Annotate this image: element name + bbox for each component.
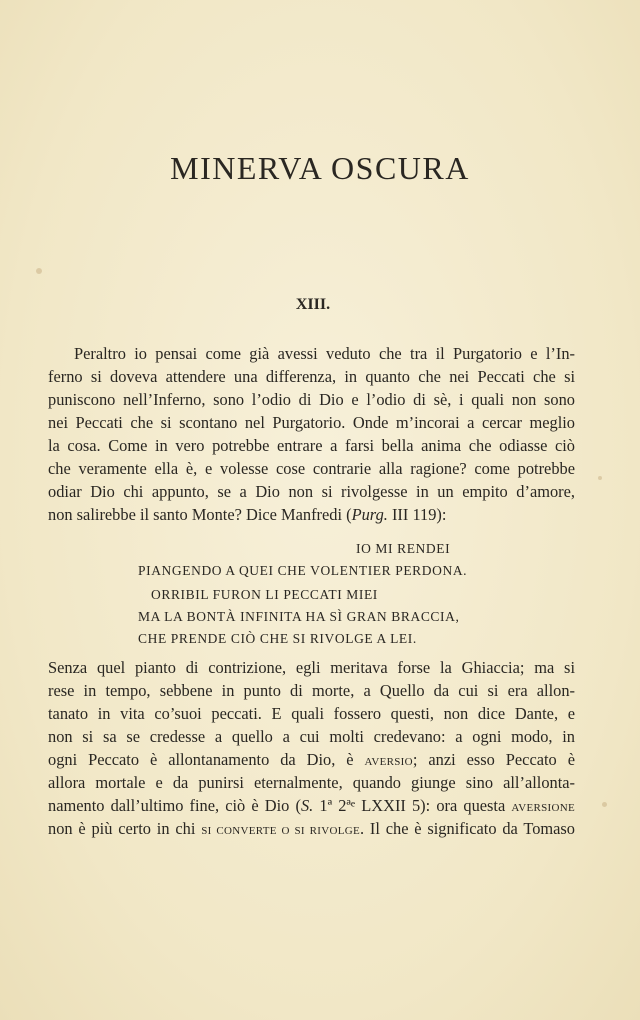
small-caps-term: SI CONVERTE O SI RIVOLGE — [201, 825, 361, 837]
verse-line: PIANGENDO A QUEI CHE VOLENTIER PERDONA. — [138, 563, 468, 578]
text-line: puniscono nell’Inferno, sono l’odio di Dio e l’odio di sè, i quali non sono — [48, 390, 575, 409]
text-line: non si sa se credesse a quello a cui molti credevano: a ogni modo, in — [48, 727, 575, 746]
verse-line: MA LA BONTÀ INFINITA HA SÌ GRAN BRACCIA, — [138, 609, 460, 624]
text-line: Peraltro io pensai come già avessi veduto che tra il Purgatorio e l’In- — [74, 344, 575, 363]
text-line: la cosa. Come in vero potrebbe entrare a farsi bella anima che odiasse ciò — [48, 436, 575, 455]
small-caps-term: AVERSIONE — [511, 802, 575, 814]
paper-speck — [598, 476, 602, 480]
text-run: . Il che è significato da Tomaso — [360, 819, 576, 838]
text-run: 1ª 2ªᵉ LXXII 5): ora questa — [313, 796, 512, 815]
paragraph-1 — [48, 342, 575, 526]
text-run: ogni Peccato è allontanamento da Dio, è — [48, 750, 365, 769]
paragraph-2 — [48, 656, 575, 840]
paper-speck — [36, 268, 42, 274]
text-line: che veramente ella è, e volesse cose contrarie alla ragione? come potrebbe — [48, 459, 575, 478]
text-line: rese in tempo, sebbene in punto di morte, a Quello da cui si era allon- — [48, 681, 575, 700]
text-run: ; anzi esso Peccato è — [412, 750, 575, 769]
page-title: MINERVA OSCURA — [170, 150, 470, 186]
text-run: III 119): — [387, 505, 447, 524]
text-run: non salirebbe il santo Monte? Dice Manfredi ( — [48, 505, 352, 524]
verse-line: IO MI RENDEI — [356, 541, 451, 556]
chapter-number: XIII. — [295, 296, 331, 313]
text-line: odiar Dio chi appunto, se a Dio non si rivolgesse in un empito d’amore, — [48, 482, 575, 501]
text-line — [48, 503, 575, 526]
text-line: nei Peccati che si scontano nel Purgatorio. Onde m’incorai a cercar meglio — [48, 413, 575, 432]
text-line: Senza quel pianto di contrizione, egli meritava forse la Ghiaccia; ma si — [48, 658, 575, 677]
text-line: ferno si doveva attendere una differenza, in quanto che nei Peccati che si — [48, 367, 575, 386]
text-run: namento dall’ultimo fine, ciò è Dio ( — [48, 796, 301, 815]
verse-line: CHE PRENDE CIÒ CHE SI RIVOLGE A LEI. — [138, 631, 417, 646]
text-line: allora mortale e da punirsi eternalmente, quando giunge sino all’allonta- — [48, 773, 575, 792]
verse-line: ORRIBIL FURON LI PECCATI MIEI — [151, 587, 378, 602]
text-line — [48, 817, 575, 840]
text-line — [48, 794, 575, 817]
citation-italic: Purg. — [351, 505, 388, 524]
paper-speck — [602, 802, 607, 807]
text-line: tanato in vita co’suoi peccati. E quali fossero questi, non dice Dante, e — [48, 704, 575, 723]
citation-italic: S. — [300, 796, 314, 815]
text-line — [48, 748, 575, 771]
small-caps-term: AVERSIO — [364, 756, 413, 768]
text-run: non è più certo in chi — [48, 819, 202, 838]
